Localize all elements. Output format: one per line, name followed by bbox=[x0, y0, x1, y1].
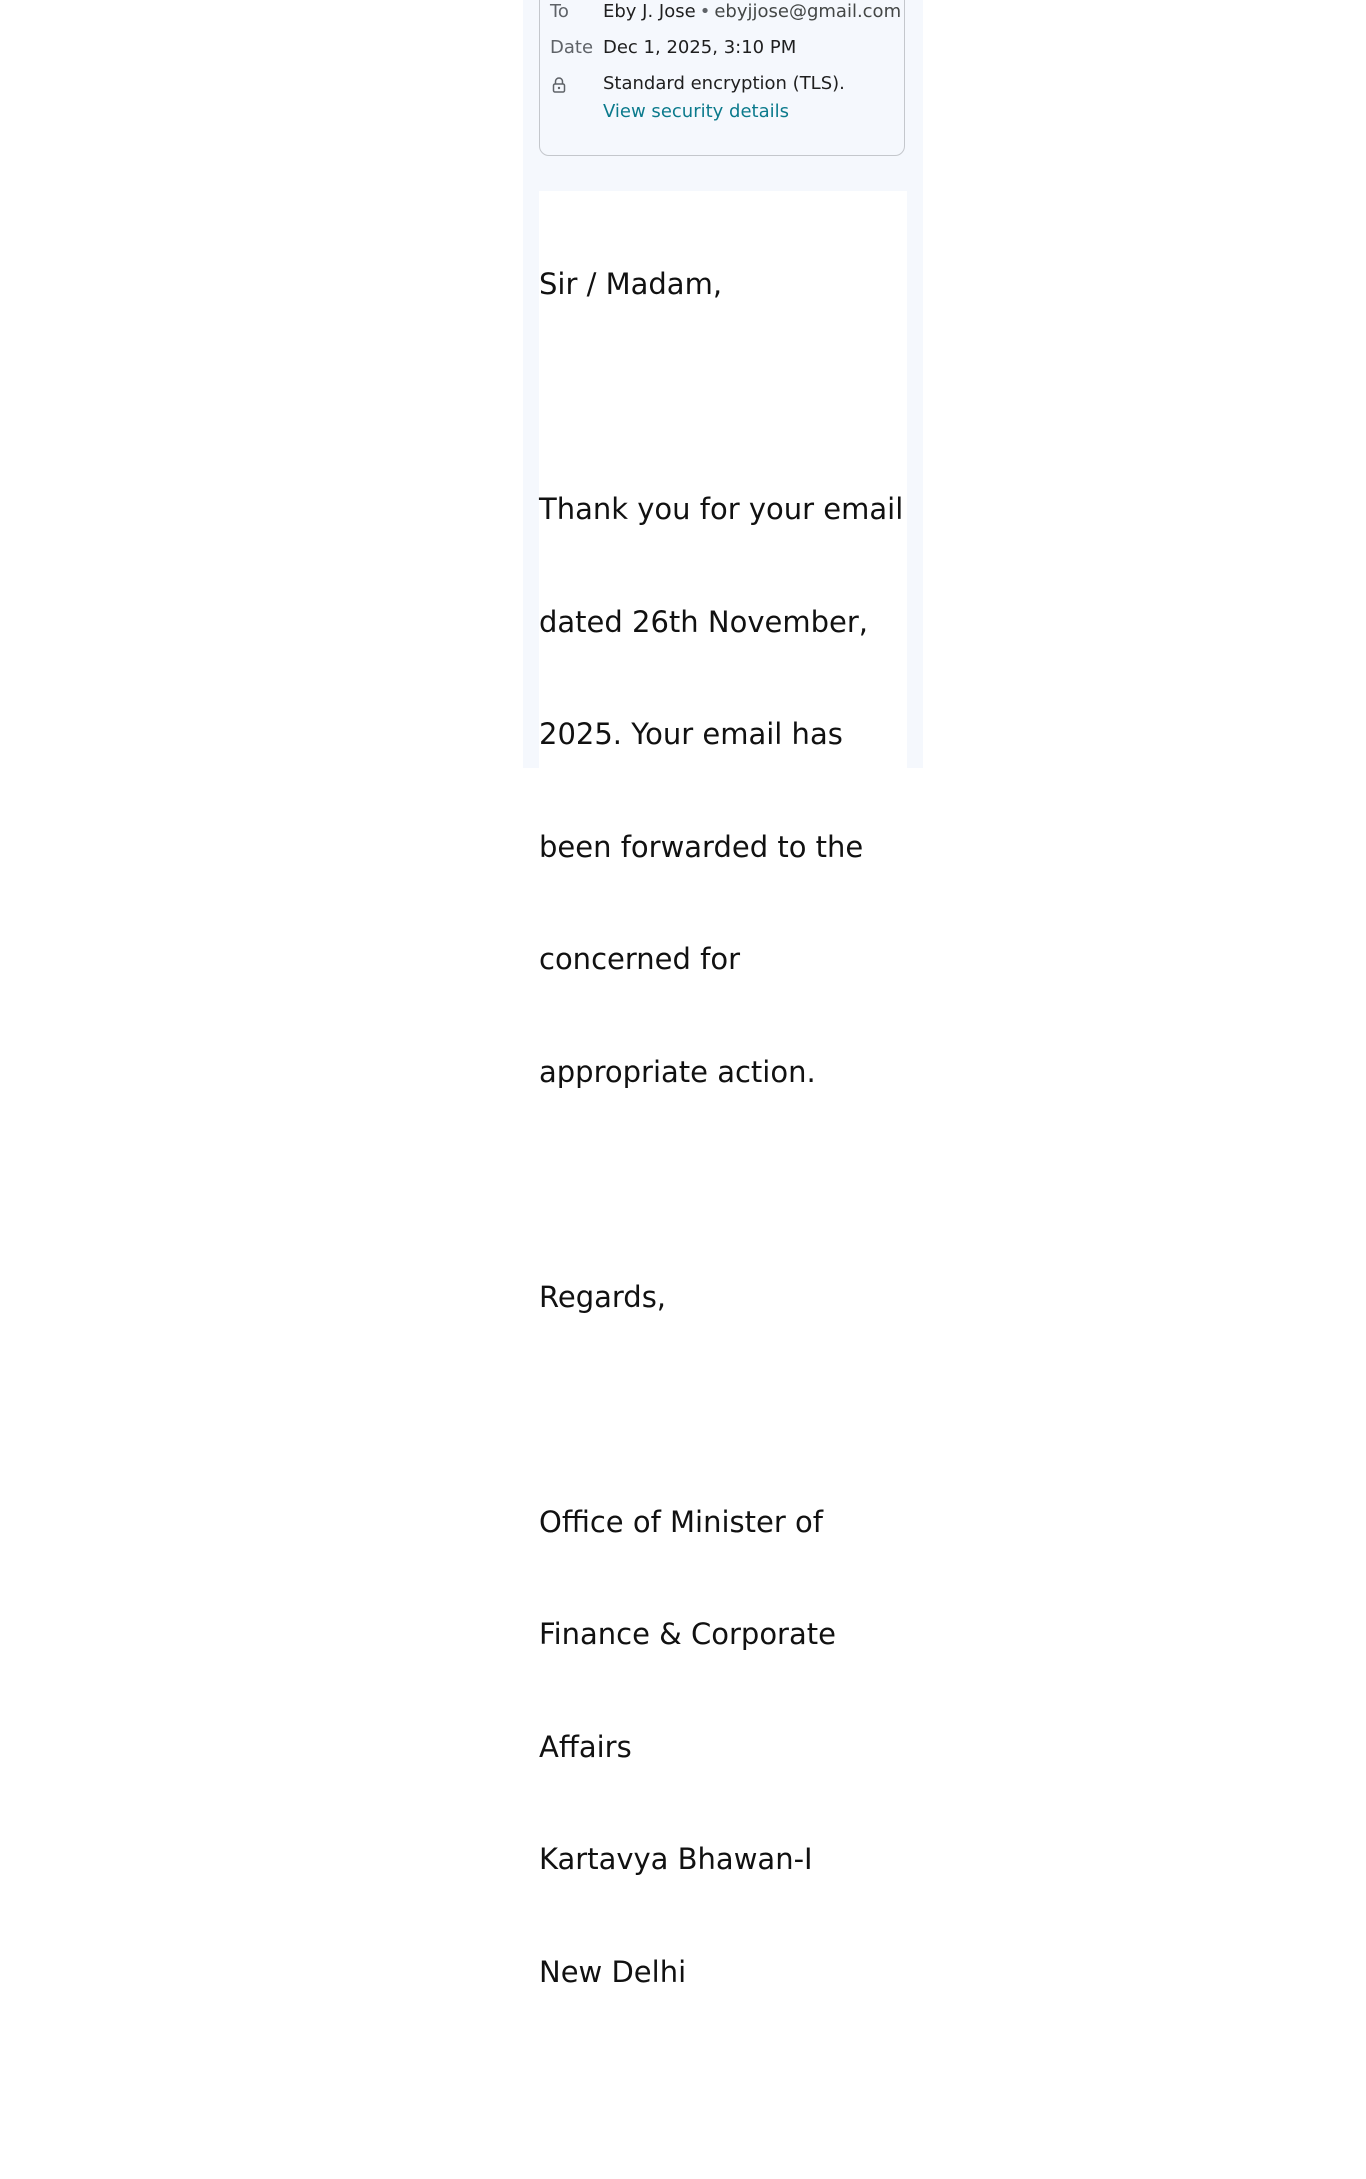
paragraph-line: Thank you for your email bbox=[539, 492, 904, 526]
separator-dot: • bbox=[699, 1, 711, 22]
signature-line: Finance & Corporate bbox=[539, 1617, 836, 1651]
paragraph-line: concerned for bbox=[539, 942, 740, 976]
recipient-name: Eby J. Jose bbox=[603, 1, 696, 22]
message-details-card bbox=[539, 0, 905, 156]
date-label: Date bbox=[550, 37, 594, 58]
signature-line: Office of Minister of bbox=[539, 1504, 823, 1539]
lock-icon bbox=[552, 77, 566, 93]
message-body-text bbox=[539, 191, 907, 2179]
encryption-text: Standard encryption (TLS). bbox=[603, 73, 845, 94]
view-security-details-link[interactable]: View security details bbox=[603, 101, 789, 122]
signature-line: Kartavya Bhawan-I bbox=[539, 1842, 813, 1876]
body-paragraph bbox=[539, 416, 907, 1166]
paragraph-line: dated 26th November, bbox=[539, 604, 868, 639]
signature bbox=[539, 1429, 907, 2067]
paragraph-line: 2025. Your email has bbox=[539, 717, 843, 751]
signature-line: Affairs bbox=[539, 1729, 632, 1764]
paragraph-line: been forwarded to the bbox=[539, 829, 864, 864]
message-body bbox=[539, 191, 907, 1989]
recipient-email[interactable]: ebyjjose@gmail.com bbox=[714, 1, 902, 22]
greeting: Sir / Madam, bbox=[539, 267, 723, 301]
paragraph-line: appropriate action. bbox=[539, 1054, 816, 1089]
closing: Regards, bbox=[539, 1279, 667, 1314]
recipient bbox=[603, 1, 901, 22]
email-view bbox=[523, 0, 923, 1989]
to-label: To bbox=[550, 1, 569, 22]
signature-line: New Delhi bbox=[539, 1954, 687, 1989]
date-value: Dec 1, 2025, 3:10 PM bbox=[603, 37, 797, 58]
